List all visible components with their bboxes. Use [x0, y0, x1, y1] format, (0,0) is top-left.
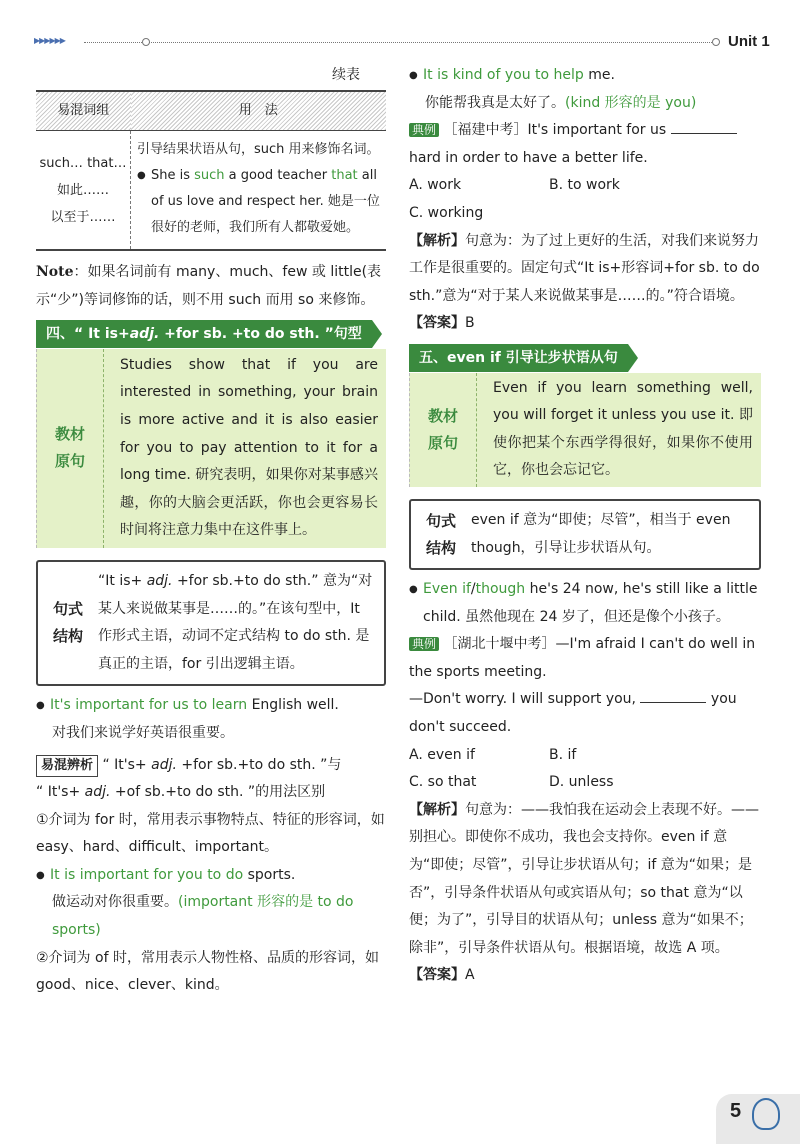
label-line: 句式	[52, 600, 83, 619]
label-line: 教材	[427, 406, 458, 425]
text-part: adj.	[151, 756, 177, 773]
answer-value: B	[465, 315, 475, 332]
textbook-text: Even if you learn something well, you will forget it unless you use it. 即使你把某个东西学得很好，如果你不使用它，你也会忘记它。	[493, 379, 753, 479]
analysis-text: 句意为：——我怕我在运动会上表现不好。——别担心。即使你不成功，我也会支持你。even if 意为“即使；尽管”，引导让步状语从句；if 意为“如果；是否”，引导条件状语从句或宾语从句；so that 意为“以便；为了”，引导目的状语从句；unless 意为“如果不；除非”，引导条件状语从句。根据语境，故选 A 项。	[409, 801, 759, 956]
label-line: 原句	[54, 452, 85, 471]
question-2-line2	[409, 686, 761, 741]
header-arrows: ▶▶▶▶▶▶	[34, 36, 65, 45]
example-text: a good teacher	[224, 168, 332, 183]
example-tag: 典例	[409, 123, 439, 137]
example-highlight: It is important for you to do	[50, 866, 244, 883]
question-text: hard in order to have a better life.	[409, 149, 648, 166]
table-header-term: 易混词组	[36, 91, 131, 131]
question-1	[409, 117, 761, 172]
section4-heading	[36, 320, 386, 349]
table-continued-label: 续表	[332, 67, 360, 83]
section5-heading	[409, 344, 761, 373]
option: C. working	[409, 204, 484, 221]
text-part: adj.	[84, 784, 111, 801]
question-1-analysis	[409, 228, 761, 311]
header-dot	[712, 38, 720, 46]
answer-blank	[640, 688, 706, 703]
option: B. to work	[549, 177, 620, 194]
question-2-options	[409, 742, 761, 770]
example-3	[409, 62, 761, 90]
text-part: “It is+	[98, 572, 147, 589]
question-2-answer	[409, 962, 761, 990]
highlight-such: such	[194, 168, 225, 183]
question-text: —I'm afraid I can't do well in the sports meeting.	[409, 636, 756, 680]
example-1	[36, 692, 386, 720]
structure-label	[38, 562, 98, 684]
text-part: +for sb.+to do sth. ”与	[176, 756, 342, 773]
example-2-translation	[36, 889, 386, 944]
translation-note: (kind 形容的是 you)	[565, 94, 697, 111]
page-number-tab	[716, 1094, 800, 1144]
page-number: 5	[730, 1100, 742, 1122]
label-line: 结构	[52, 627, 83, 646]
note-text: ：如果名词前有 many、much、few 或 little(表示“少”)等词修饰的话，则不用 such 而用 so 来修饰。	[36, 264, 382, 308]
title-part: +for sb. +to do sth. ”句型	[159, 326, 362, 343]
structure-text	[98, 562, 384, 684]
usage-example	[137, 163, 385, 241]
answer-value: A	[465, 967, 475, 984]
translation-text: 做运动对你很重要。	[52, 894, 178, 911]
structure-box	[36, 560, 386, 686]
question-text: —Don't worry. I will support you,	[409, 691, 641, 708]
highlight-that: that	[331, 168, 358, 183]
example-text: English well.	[247, 697, 339, 714]
confusion-analysis	[36, 752, 386, 780]
example-1-translation: 对我们来说学好英语很重要。	[52, 724, 234, 741]
option: D. unless	[549, 774, 614, 791]
textbook-text: Studies show that if you are interested in something, your brain is more active and it is also easier for you to pay attention to it for a long time. 研究表明，如果你对某事感兴趣，你的大脑会更活跃，你也会更容易长时间将注意力集中在这件事上。	[120, 356, 378, 539]
text-part: “ It's+	[36, 784, 85, 801]
option: B. if	[549, 746, 577, 763]
question-text: you don't succeed.	[409, 691, 737, 736]
hot-air-balloon-icon	[752, 1098, 780, 1130]
term-line: 以至于……	[50, 209, 116, 225]
note-paragraph	[36, 259, 386, 314]
label-line: 句式	[425, 511, 456, 530]
text-part: +for sb.+to do sth.” 意为“对某人来说做某事是……的。”在该句型中，It 作形式主语，动词不定式结构 to do sth. 是真正的主语，for 引出逻辑主语。	[98, 572, 373, 672]
question-1-options	[409, 172, 761, 200]
example-text: all of us love and respect her. 她是一位很好的老师，我们所有人都敬爱她。	[151, 168, 380, 235]
label-line: 教材	[54, 425, 85, 444]
structure-label	[411, 501, 471, 568]
question-source: ［福建中考］	[443, 122, 528, 139]
example-text: me.	[583, 67, 615, 83]
question-1-answer	[409, 310, 761, 338]
structure-text: even if 意为“即使；尽管”，相当于 even though，引导让步状语从句。	[471, 511, 731, 556]
example-text: She is	[151, 168, 195, 183]
right-column	[409, 62, 761, 990]
unit-label: Unit 1	[728, 33, 770, 50]
title-part: 四、“ It is+	[46, 326, 130, 343]
section5-title: 五、even if 引导让步状语从句	[409, 344, 628, 372]
example-text: he's 24 now, he's still like a little child. 虽然他现在 24 岁了，但还是像个小孩子。	[423, 581, 758, 625]
example-3-translation	[409, 90, 761, 118]
option: A. even if	[409, 746, 475, 763]
example-text: sports.	[243, 866, 296, 883]
question-2-analysis	[409, 797, 761, 963]
option: C. so that	[409, 774, 477, 791]
header-dot	[142, 38, 150, 46]
textbook-label	[37, 349, 104, 548]
label-line: 原句	[427, 433, 458, 452]
text-part: +of sb.+to do sth. ”的用法区别	[110, 784, 326, 801]
answer-label: 【答案】	[409, 967, 465, 984]
translation-text: 你能帮我真是太好了。	[425, 94, 565, 111]
question-1-options-2	[409, 200, 761, 228]
textbook-sentence-box	[409, 373, 761, 487]
term-line: such… that…	[39, 155, 127, 171]
note-label: Note	[36, 264, 74, 280]
answer-label: 【答案】	[409, 315, 465, 332]
example-tag: 典例	[409, 637, 439, 651]
left-column	[36, 62, 386, 1000]
usage-table	[36, 90, 386, 251]
question-2	[409, 631, 761, 686]
title-part: adj.	[129, 326, 160, 343]
example-4	[409, 576, 761, 631]
example-highlight: It's important for us to learn	[50, 697, 248, 714]
example-2	[36, 862, 386, 890]
answer-blank	[671, 119, 737, 134]
table-header-usage: 用 法	[131, 91, 387, 131]
option: A. work	[409, 177, 462, 194]
table-usage-cell	[131, 131, 387, 251]
confusion-tag: 易混辨析	[36, 755, 98, 777]
point-2: ②介词为 of 时，常用表示人物性格、品质的形容词，如 good、nice、clever、kind。	[36, 949, 379, 994]
textbook-sentence-box	[36, 349, 386, 548]
question-source: ［湖北十堰中考］	[443, 636, 556, 653]
translation-note: (important 形容的是 to do sports)	[52, 894, 354, 939]
structure-box	[409, 499, 761, 570]
example-highlight: It is kind of you to help	[423, 67, 584, 83]
analysis-text: 句意为：为了过上更好的生活，对我们来说努力工作是很重要的。固定句式“It is+形容词+for sb. to do sth.”意为“对于某人来说做某事是……的。”符合语境。	[409, 232, 760, 304]
question-text: It's important for us	[527, 122, 671, 139]
header-divider	[84, 42, 718, 43]
usage-text: 引导结果状语从句，such 用来修饰名词。	[137, 142, 380, 157]
textbook-label	[410, 373, 477, 487]
example-highlight: Even if	[423, 581, 471, 598]
text-part: “ It's+	[98, 756, 152, 773]
example-text: /	[470, 581, 476, 598]
section4-title	[36, 320, 372, 348]
analysis-label: 【解析】	[409, 232, 465, 249]
question-2-options-2	[409, 769, 761, 797]
table-term-cell	[36, 131, 131, 251]
term-line: 如此……	[56, 182, 109, 198]
text-part: adj.	[146, 572, 173, 589]
label-line: 结构	[425, 538, 456, 557]
example-highlight: though	[475, 581, 526, 598]
point-1: ①介词为 for 时，常用表示事物特点、特征的形容词，如 easy、hard、difficult、important。	[36, 811, 385, 856]
analysis-label: 【解析】	[409, 801, 465, 818]
confusion-analysis-line2	[36, 779, 386, 807]
